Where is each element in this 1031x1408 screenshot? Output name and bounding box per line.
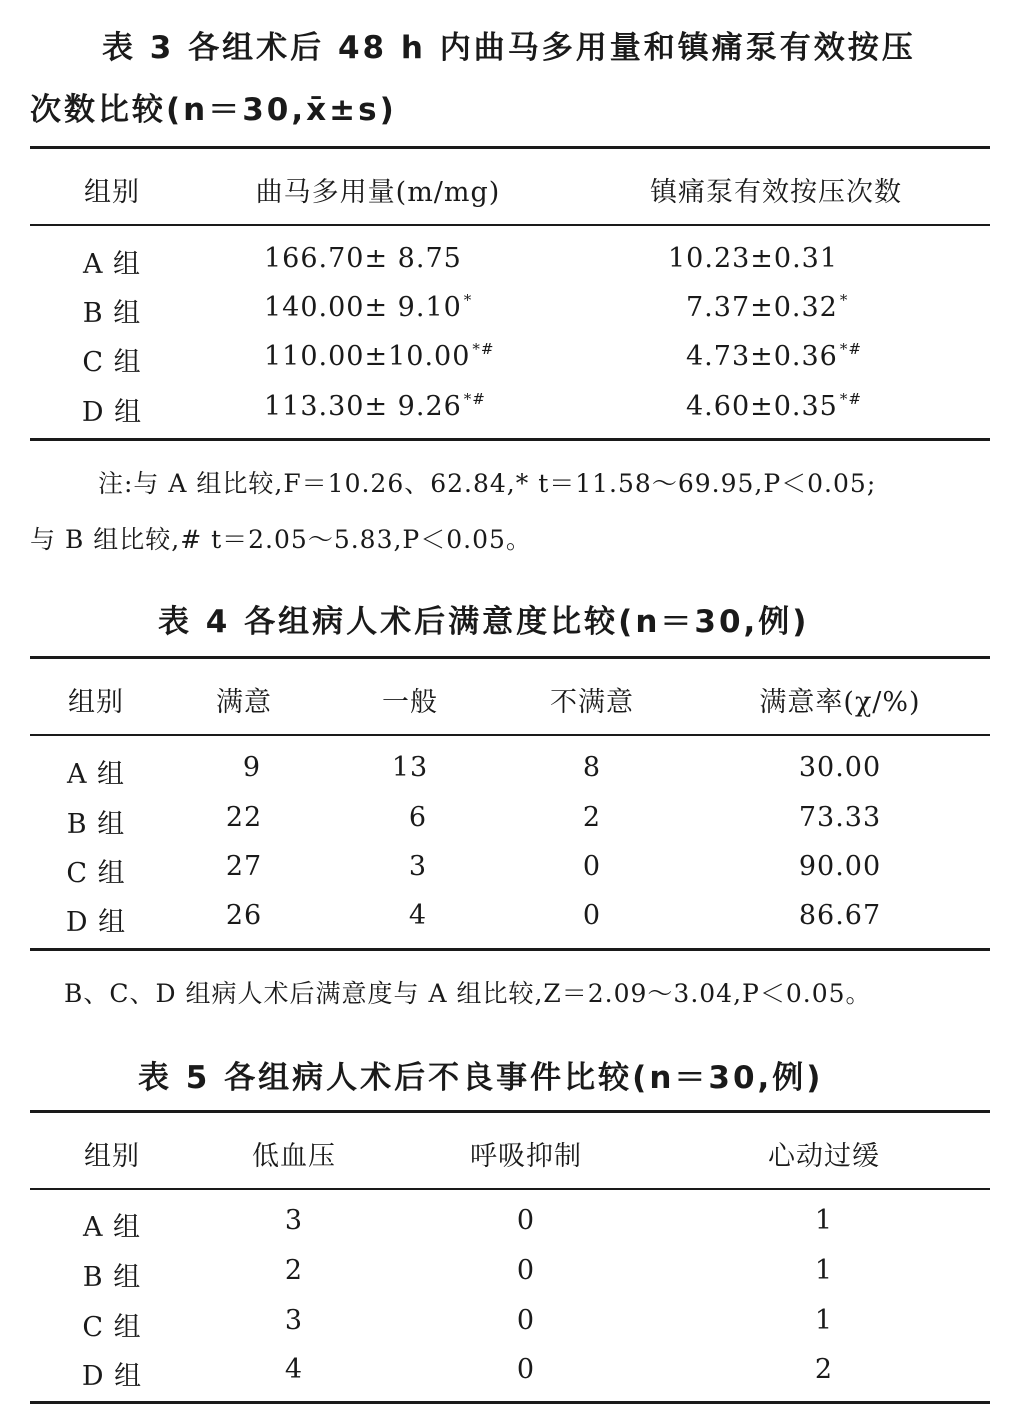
table4-row-d-satisfied: 26 xyxy=(225,900,263,931)
table5-row-a-bradycardia: 1 xyxy=(814,1205,834,1236)
table4-row-d-rate: 86.67 xyxy=(798,900,882,931)
table5-bottom-rule xyxy=(30,1401,990,1404)
table3-row-c-presses: 4.73±0.36 *# xyxy=(686,340,862,372)
table4-header-rate: 满意率(χ/%) xyxy=(759,687,921,718)
table4-header-dissatisfied: 不满意 xyxy=(550,687,634,718)
table4-caption: 表 4 各组病人术后满意度比较(n＝30,例) xyxy=(158,604,810,640)
table5-caption: 表 5 各组病人术后不良事件比较(n＝30,例) xyxy=(138,1060,824,1096)
table3-header-presses: 镇痛泵有效按压次数 xyxy=(650,177,902,208)
table4-row-c-satisfied: 27 xyxy=(225,851,263,882)
table4-row-b-satisfied: 22 xyxy=(225,802,263,833)
table3-note-line2: 与 B 组比较,# t＝2.05～5.83,P＜0.05。 xyxy=(30,525,532,554)
table4-row-c-rate: 90.00 xyxy=(798,851,882,882)
table4-note: B、C、D 组病人术后满意度与 A 组比较,Z＝2.09～3.04,P＜0.05。 xyxy=(64,979,872,1008)
table4-bottom-rule xyxy=(30,948,990,951)
table4-row-a-satisfied: 9 xyxy=(242,752,262,783)
table4-row-d-group: D 组 xyxy=(65,907,127,938)
table5-row-b-bradycardia: 1 xyxy=(814,1255,834,1286)
table3-header-rule xyxy=(30,224,990,226)
table5-row-d-bradycardia: 2 xyxy=(814,1354,834,1385)
table5-row-d-respiratory: 0 xyxy=(516,1354,536,1385)
table5-header-group: 组别 xyxy=(84,1141,140,1172)
table4-row-a-group: A 组 xyxy=(66,759,126,790)
table4-row-a-dissatisfied: 8 xyxy=(582,752,602,783)
table4-row-b-average: 6 xyxy=(408,802,428,833)
table3-row-a-tramadol: 166.70± 8.75 xyxy=(264,243,462,274)
table5-top-rule xyxy=(30,1110,990,1113)
table4-header-average: 一般 xyxy=(382,687,438,718)
table4-header-satisfied: 满意 xyxy=(216,687,272,718)
table4-row-b-group: B 组 xyxy=(66,809,126,840)
table3-row-d-group: D 组 xyxy=(81,397,143,428)
table4-row-d-dissatisfied: 0 xyxy=(582,900,602,931)
table3-row-d-tramadol: 113.30± 9.26 *# xyxy=(264,390,486,422)
table4-row-b-dissatisfied: 2 xyxy=(582,802,602,833)
table5-row-a-hypotension: 3 xyxy=(284,1205,304,1236)
table5-header-rule xyxy=(30,1188,990,1190)
table4-header-group: 组别 xyxy=(68,687,124,718)
table5-header-bradycardia: 心动过缓 xyxy=(768,1141,880,1172)
table5-row-c-hypotension: 3 xyxy=(284,1305,304,1336)
table3-row-a-presses: 10.23±0.31 xyxy=(668,243,839,274)
table3-row-c-tramadol: 110.00±10.00 *# xyxy=(264,340,495,372)
table3-caption-line1: 表 3 各组术后 48 h 内曲马多用量和镇痛泵有效按压 xyxy=(102,30,916,66)
table4-row-c-average: 3 xyxy=(408,851,428,882)
table5-row-b-hypotension: 2 xyxy=(284,1255,304,1286)
table3-row-d-presses: 4.60±0.35 *# xyxy=(686,390,862,422)
table4-row-b-rate: 73.33 xyxy=(798,802,882,833)
table3-header-tramadol: 曲马多用量(m/mg) xyxy=(255,177,501,208)
table5-row-c-respiratory: 0 xyxy=(516,1305,536,1336)
table4-top-rule xyxy=(30,656,990,659)
table4-row-c-dissatisfied: 0 xyxy=(582,851,602,882)
table5-row-b-respiratory: 0 xyxy=(516,1255,536,1286)
table3-row-b-presses: 7.37±0.32 * xyxy=(686,291,849,323)
table5-row-c-bradycardia: 1 xyxy=(814,1305,834,1336)
table3-row-a-group: A 组 xyxy=(82,249,142,280)
table4-row-a-rate: 30.00 xyxy=(798,752,882,783)
table3-row-c-group: C 组 xyxy=(82,347,142,378)
table3-header-group: 组别 xyxy=(84,177,140,208)
table5-row-d-group: D 组 xyxy=(81,1361,143,1392)
table3-row-b-tramadol: 140.00± 9.10 * xyxy=(264,291,473,323)
table5-row-b-group: B 组 xyxy=(82,1262,142,1293)
table3-row-b-group: B 组 xyxy=(82,298,142,329)
table5-header-hypotension: 低血压 xyxy=(252,1141,336,1172)
table4-row-a-average: 13 xyxy=(391,752,429,783)
table5-row-c-group: C 组 xyxy=(82,1312,142,1343)
table3-bottom-rule xyxy=(30,438,990,441)
table4-header-rule xyxy=(30,734,990,736)
table5-row-a-respiratory: 0 xyxy=(516,1205,536,1236)
table4-row-c-group: C 组 xyxy=(66,858,126,889)
table4-row-d-average: 4 xyxy=(408,900,428,931)
table5-row-a-group: A 组 xyxy=(82,1212,142,1243)
table3-top-rule xyxy=(30,146,990,149)
table3-note-line1: 注:与 A 组比较,F＝10.26、62.84,* t＝11.58～69.95,P＜0.05; xyxy=(98,469,877,498)
table5-row-d-hypotension: 4 xyxy=(284,1354,304,1385)
table5-header-respiratory: 呼吸抑制 xyxy=(470,1141,582,1172)
table3-caption-line2: 次数比较(n＝30,x̄±s) xyxy=(30,92,397,128)
